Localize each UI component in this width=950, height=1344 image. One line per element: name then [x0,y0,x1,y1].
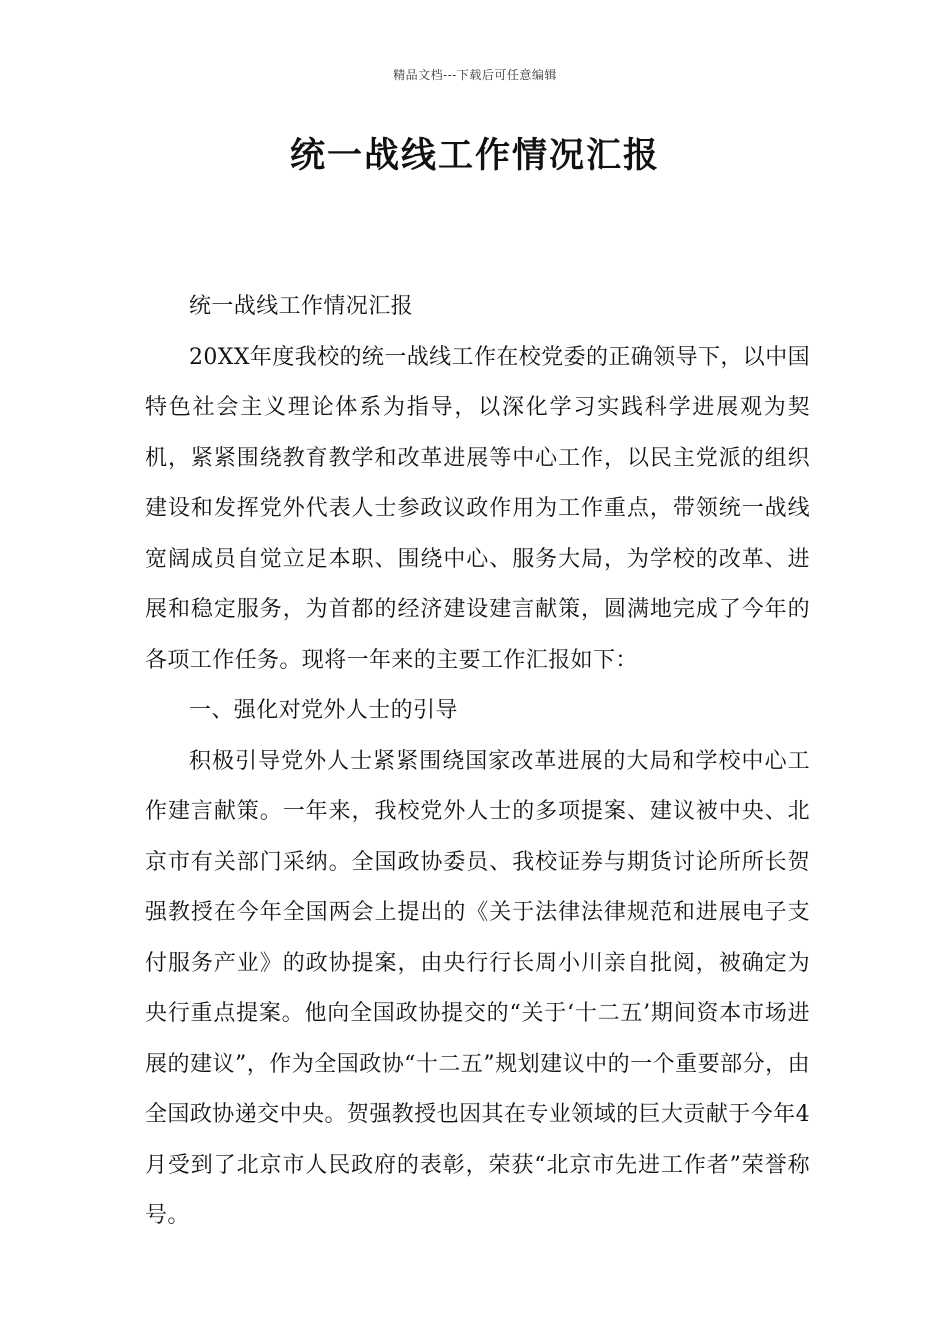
section-heading-1: 一、强化对党外人士的引导 [189,698,458,723]
document-title: 统一战线工作情况汇报 [289,136,660,176]
document-body [145,282,810,1242]
page-header-note: 精品文档---下载后可任意编辑 [393,68,557,82]
body-paragraph-section-1: 积极引导党外人士紧紧围绕国家改革进展的大局和学校中心工作建言献策。一年来，我校党外人士的多项提案、建议被中央、北京市有关部门采纳。全国政协委员、我校证券与期货讨论所所长贺强教授在今年全国两会上提出的《关于法律法律规范和进展电子支付服务产业》的政协提案，由央行行长周小川亲自批阅，被确定为央行重点提案。他向全国政协提交的“关于‘十二五’期间资本市场进展的建议”，作为全国政协“十二五”规划建议中的一个重要部分，由全国政协递交中央。贺强教授也因其在专业领域的巨大贡献于今年4月受到了北京市人民政府的表彰，荣获“北京市先进工作者”荣誉称号。 [145,748,810,1228]
body-paragraph-intro: 20XX年度我校的统一战线工作在校党委的正确领导下，以中国特色社会主义理论体系为指导，以深化学习实践科学进展观为契机，紧紧围绕教育教学和改革进展等中心工作，以民主党派的组织建设和发挥党外代表人士参政议政作用为工作重点，带领统一战线宽阔成员自觉立足本职、围绕中心、服务大局，为学校的改革、进展和稳定服务，为首都的经济建设建言献策，圆满地完成了今年的各项工作任务。现将一年来的主要工作汇报如下： [145,344,810,673]
body-paragraph-heading: 统一战线工作情况汇报 [189,294,414,319]
